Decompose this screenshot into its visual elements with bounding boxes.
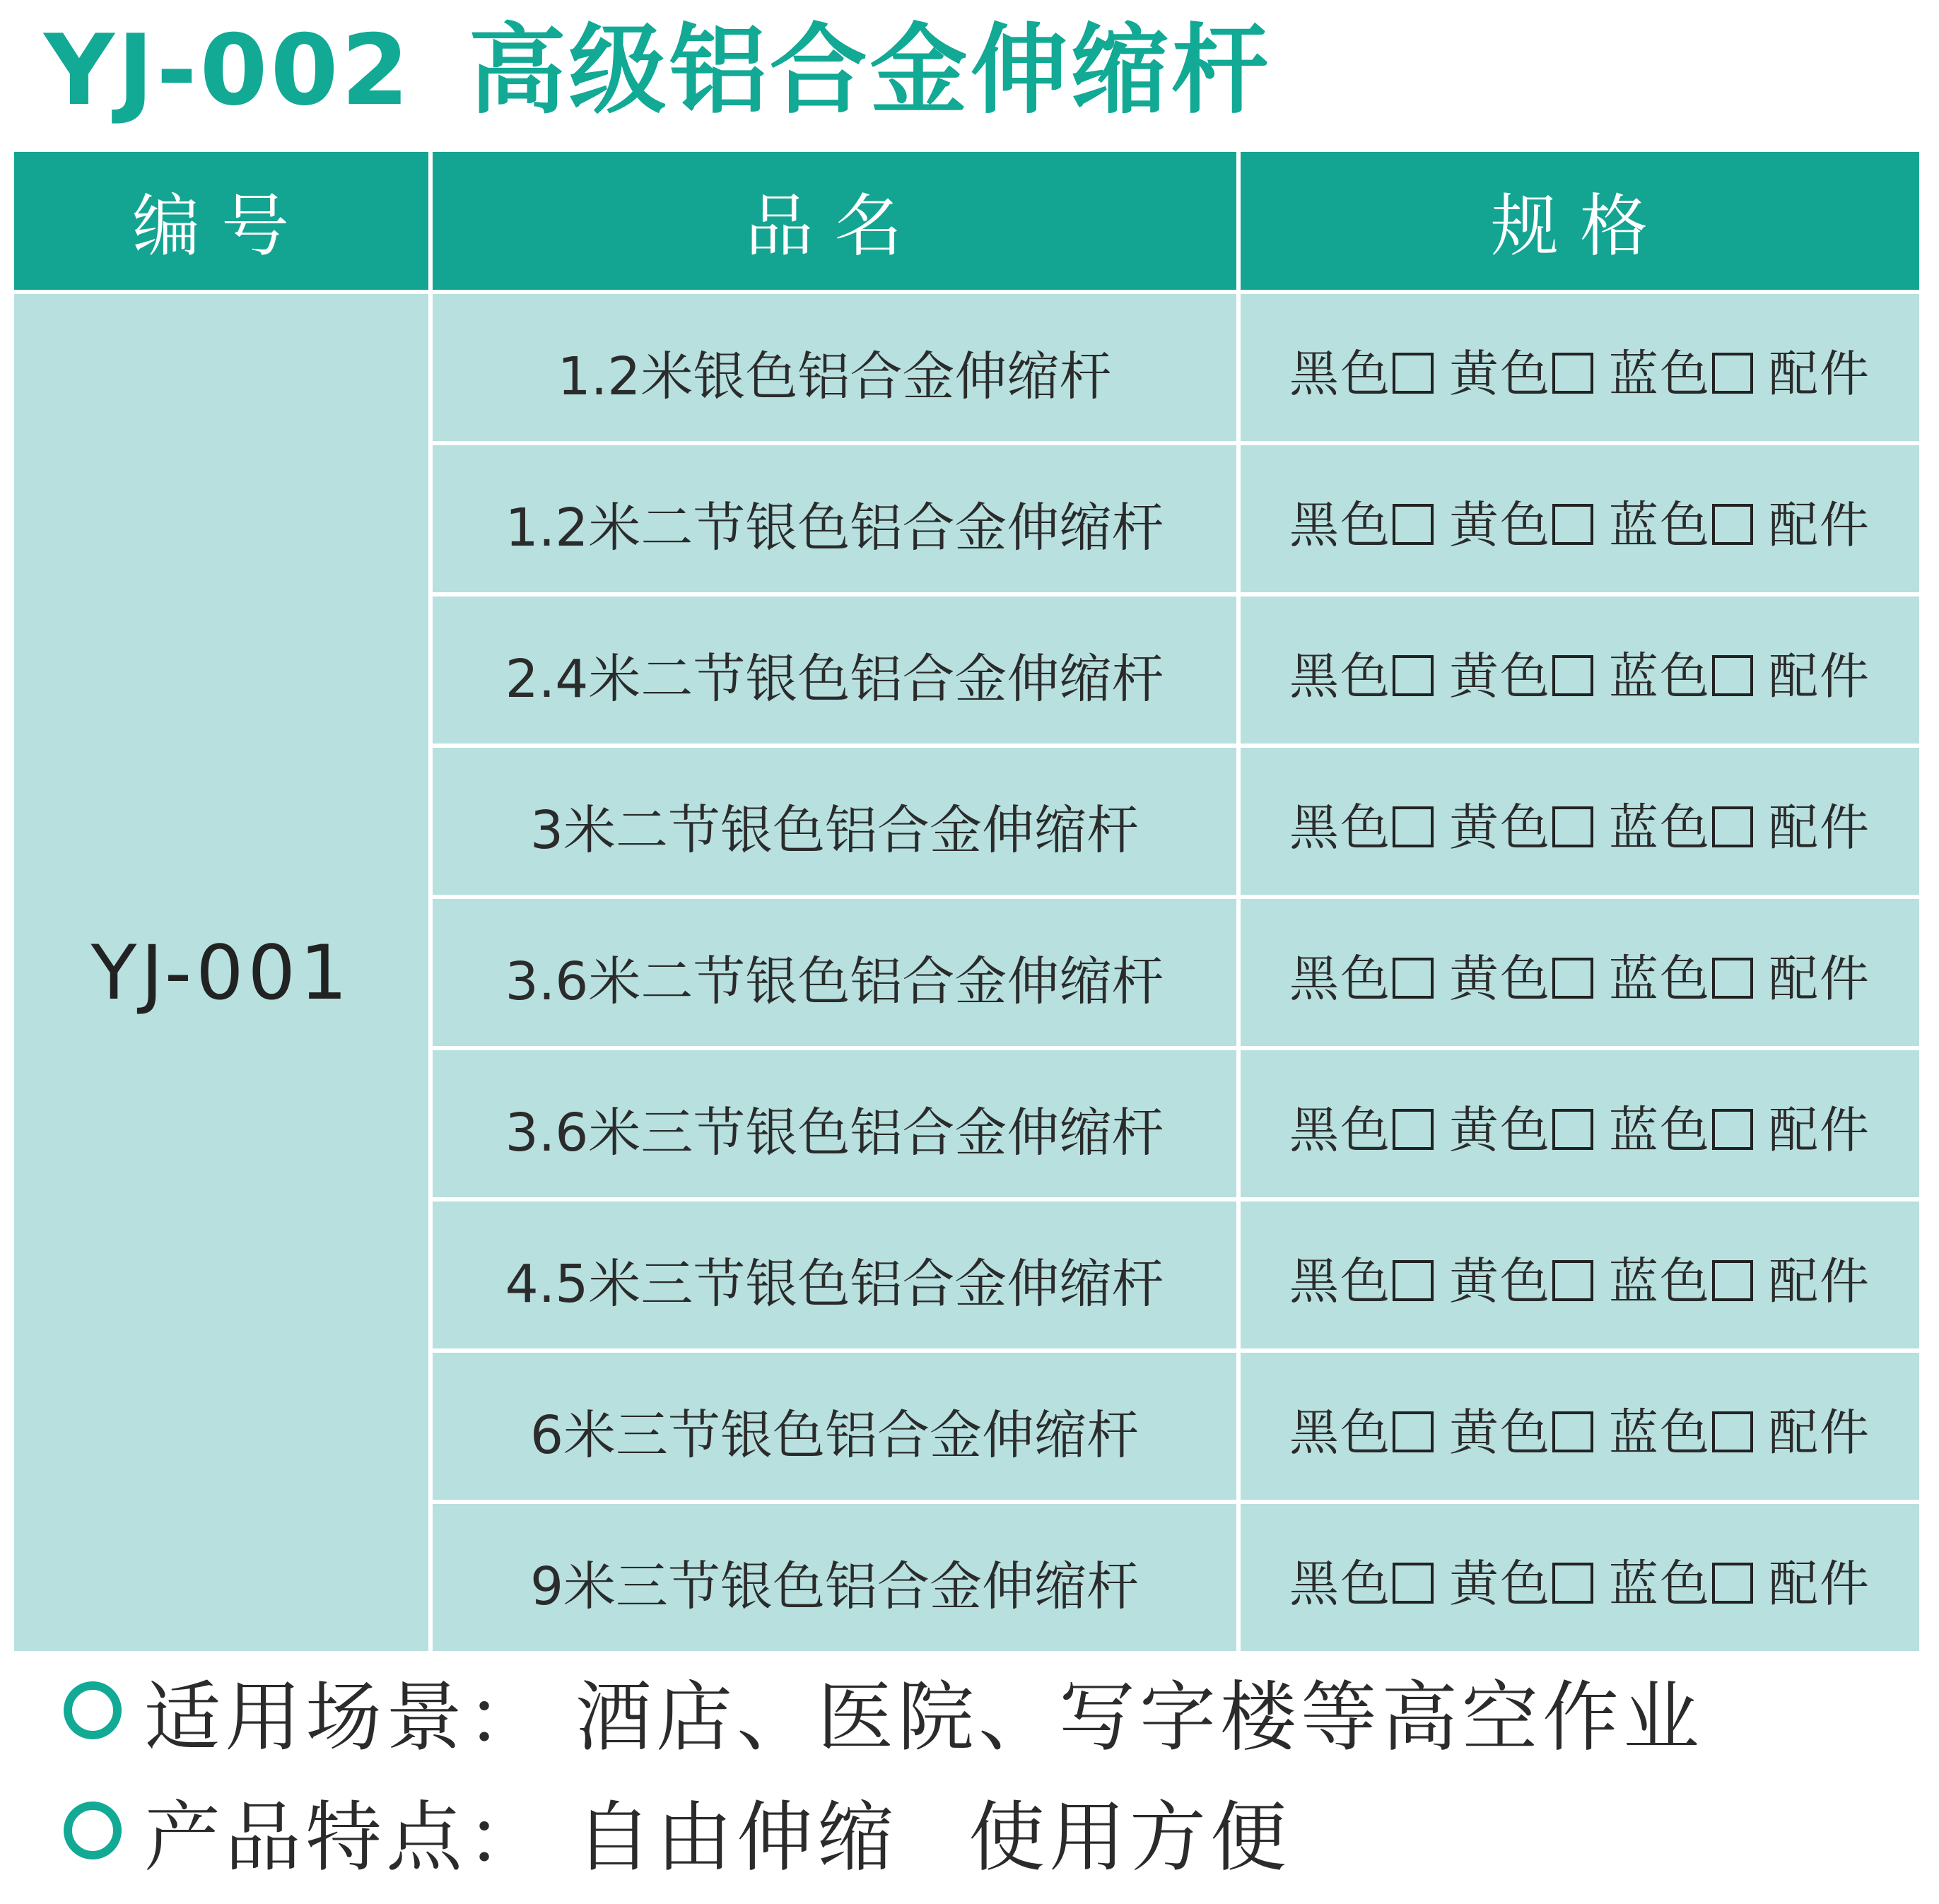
checkbox-square-icon xyxy=(1393,504,1434,545)
product-name-cell: 6米三节银色铝合金伸缩杆 xyxy=(433,1348,1241,1500)
checkbox-square-icon xyxy=(1712,1260,1753,1301)
spec-option-label: 黑色 xyxy=(1289,1100,1391,1159)
checkbox-square-icon xyxy=(1552,958,1593,999)
spec-option-label: 蓝色 xyxy=(1609,1252,1711,1310)
checkbox-square-icon xyxy=(1552,1260,1593,1301)
spec-option-label: 配件 xyxy=(1769,949,1870,1008)
product-name-cell: 9米三节银色铝合金伸缩杆 xyxy=(433,1500,1241,1651)
header-name: 品名 xyxy=(433,152,1241,290)
spec-option-label: 蓝色 xyxy=(1609,344,1711,403)
feature-item-characteristics xyxy=(64,1777,1704,1884)
feature-value: 使用方便 xyxy=(968,1793,1291,1882)
checkbox-square-icon xyxy=(1712,806,1753,847)
spec-option-label: 配件 xyxy=(1769,1100,1870,1159)
checkbox-square-icon xyxy=(1393,353,1434,394)
spec-option-label: 蓝色 xyxy=(1609,1403,1711,1462)
checkbox-square-icon xyxy=(1393,958,1434,999)
spec-options-cell xyxy=(1241,1348,1919,1500)
checkbox-square-icon xyxy=(1393,655,1434,696)
spec-table xyxy=(14,152,1919,1651)
checkbox-square-icon xyxy=(1552,1411,1593,1452)
spec-option-label: 黄色 xyxy=(1449,949,1551,1008)
checkbox-square-icon xyxy=(1393,1260,1434,1301)
spec-option-label: 黄色 xyxy=(1449,1554,1551,1613)
product-name-cell: 3.6米二节银色铝合金伸缩杆 xyxy=(433,895,1241,1046)
checkbox-square-icon xyxy=(1712,655,1753,696)
spec-option-label: 配件 xyxy=(1769,798,1870,857)
spec-option-label: 配件 xyxy=(1769,344,1870,403)
feature-list xyxy=(64,1657,1704,1898)
spec-option-label: 蓝色 xyxy=(1609,798,1711,857)
spec-option-label: 蓝色 xyxy=(1609,1100,1711,1159)
product-code-cell: YJ-001 xyxy=(14,290,433,1651)
spec-option-label: 黑色 xyxy=(1289,798,1391,857)
spec-option-label: 配件 xyxy=(1769,495,1870,554)
spec-options-cell xyxy=(1241,1046,1919,1197)
spec-option-label: 黄色 xyxy=(1449,1403,1551,1462)
spec-option-label: 蓝色 xyxy=(1609,647,1711,705)
spec-options-cell xyxy=(1241,441,1919,592)
spec-option-label: 配件 xyxy=(1769,1554,1870,1613)
header-code: 编号 xyxy=(14,152,433,290)
spec-option-label: 黄色 xyxy=(1449,1100,1551,1159)
feature-item-scenarios xyxy=(64,1657,1704,1763)
table-row xyxy=(14,290,1919,441)
title-code: YJ-002 xyxy=(44,13,412,127)
table-header-row xyxy=(14,152,1919,290)
product-name-cell: 1.2米银色铝合金伸缩杆 xyxy=(433,290,1241,441)
spec-option-label: 黄色 xyxy=(1449,495,1551,554)
spec-option-label: 蓝色 xyxy=(1609,495,1711,554)
feature-label: 适用场景： xyxy=(144,1673,548,1762)
checkbox-square-icon xyxy=(1552,504,1593,545)
spec-option-label: 黑色 xyxy=(1289,1252,1391,1310)
product-name-cell: 2.4米二节银色铝合金伸缩杆 xyxy=(433,592,1241,744)
spec-options-cell xyxy=(1241,1197,1919,1348)
page-title xyxy=(44,14,1272,127)
spec-option-label: 配件 xyxy=(1769,1252,1870,1310)
spec-option-label: 黑色 xyxy=(1289,495,1391,554)
spec-options-cell xyxy=(1241,290,1919,441)
checkbox-square-icon xyxy=(1712,504,1753,545)
checkbox-square-icon xyxy=(1712,353,1753,394)
checkbox-square-icon xyxy=(1393,1563,1434,1604)
product-name-cell: 3.6米三节银色铝合金伸缩杆 xyxy=(433,1046,1241,1197)
spec-option-label: 蓝色 xyxy=(1609,1554,1711,1613)
checkbox-square-icon xyxy=(1552,353,1593,394)
feature-value: 自由伸缩 xyxy=(575,1793,898,1882)
checkbox-square-icon xyxy=(1712,958,1753,999)
circle-bullet-icon xyxy=(64,1802,122,1859)
spec-option-label: 黄色 xyxy=(1449,798,1551,857)
checkbox-square-icon xyxy=(1712,1411,1753,1452)
spec-option-label: 黑色 xyxy=(1289,344,1391,403)
spec-option-label: 黑色 xyxy=(1289,1554,1391,1613)
spec-option-label: 黄色 xyxy=(1449,344,1551,403)
title-name: 高级铝合金伸缩杆 xyxy=(468,13,1272,127)
feature-label: 产品特点： xyxy=(144,1793,548,1882)
spec-option-label: 黄色 xyxy=(1449,1252,1551,1310)
product-name-cell: 4.5米三节银色铝合金伸缩杆 xyxy=(433,1197,1241,1348)
product-name-cell: 3米二节银色铝合金伸缩杆 xyxy=(433,744,1241,895)
table-body xyxy=(14,290,1919,1651)
checkbox-square-icon xyxy=(1552,806,1593,847)
checkbox-square-icon xyxy=(1393,806,1434,847)
header-spec: 规格 xyxy=(1241,152,1919,290)
spec-options-cell xyxy=(1241,744,1919,895)
checkbox-square-icon xyxy=(1393,1109,1434,1150)
spec-option-label: 黑色 xyxy=(1289,1403,1391,1462)
spec-option-label: 配件 xyxy=(1769,647,1870,705)
checkbox-square-icon xyxy=(1393,1411,1434,1452)
spec-option-label: 黄色 xyxy=(1449,647,1551,705)
circle-bullet-icon xyxy=(64,1681,122,1739)
checkbox-square-icon xyxy=(1552,1563,1593,1604)
spec-options-cell xyxy=(1241,1500,1919,1651)
spec-option-label: 配件 xyxy=(1769,1403,1870,1462)
spec-option-label: 蓝色 xyxy=(1609,949,1711,1008)
feature-value: 酒店、医院、写字楼等高空作业 xyxy=(575,1673,1704,1762)
spec-option-label: 黑色 xyxy=(1289,647,1391,705)
checkbox-square-icon xyxy=(1712,1563,1753,1604)
spec-options-cell xyxy=(1241,895,1919,1046)
checkbox-square-icon xyxy=(1552,655,1593,696)
spec-option-label: 黑色 xyxy=(1289,949,1391,1008)
checkbox-square-icon xyxy=(1552,1109,1593,1150)
checkbox-square-icon xyxy=(1712,1109,1753,1150)
spec-options-cell xyxy=(1241,592,1919,744)
product-name-cell: 1.2米二节银色铝合金伸缩杆 xyxy=(433,441,1241,592)
